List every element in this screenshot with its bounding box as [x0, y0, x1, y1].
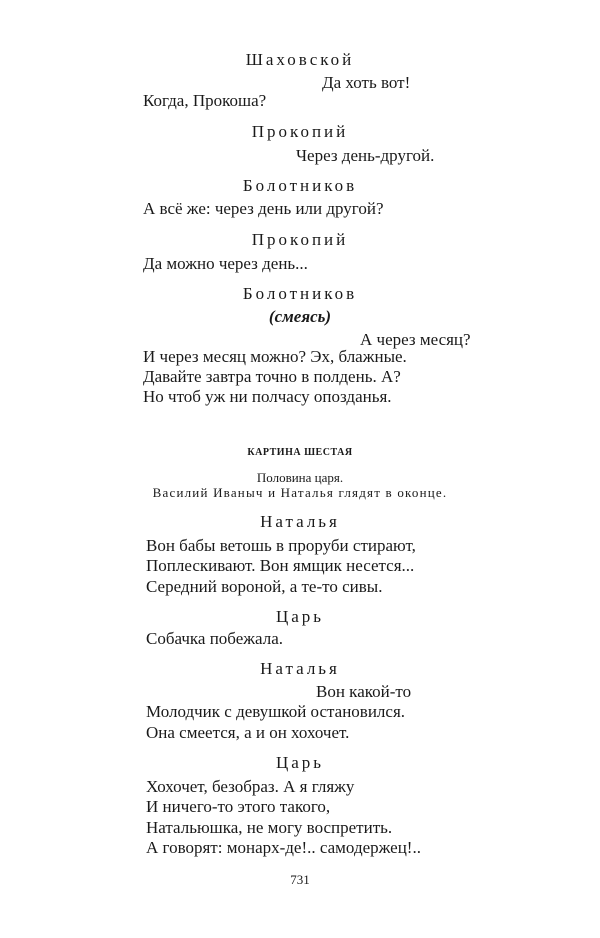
verse-line: Давайте завтра точно в полдень. А?	[143, 367, 401, 386]
speaker-name: Шаховской	[245, 50, 355, 69]
verse-line: Натальюшка, не могу воспретить.	[146, 818, 393, 837]
verse-line: Да хоть вот!	[322, 73, 411, 92]
speaker-name: Болотников	[242, 284, 358, 303]
verse-line: Собачка побежала.	[146, 629, 283, 648]
page-number: 731	[290, 872, 310, 887]
verse-line: А всё же: через день или другой?	[143, 199, 384, 218]
verse-line: Хохочет, безобраз. А я гляжу	[146, 777, 355, 796]
verse-line: Она смеется, а и он хохочет.	[146, 723, 350, 742]
stage-direction: (смеясь)	[268, 307, 332, 326]
speaker-name: Царь	[275, 607, 325, 626]
verse-line: Молодчик с девушкой остановился.	[146, 702, 406, 721]
verse-line: И через месяц можно? Эх, блажные.	[143, 347, 407, 366]
speaker-name: Царь	[275, 753, 325, 772]
verse-line: Да можно через день...	[143, 254, 308, 273]
setting-line: Половина царя.	[256, 470, 344, 485]
verse-line: Середний вороной, а те-то сивы.	[146, 577, 383, 596]
setting-line: Василий Иваныч и Наталья глядят в оконце.	[152, 485, 448, 500]
speaker-name: Наталья	[260, 512, 340, 531]
verse-line: Через день-другой.	[296, 146, 435, 165]
speaker-name: Прокопий	[251, 122, 349, 141]
verse-line: А через месяц?	[360, 330, 471, 349]
speaker-name: Болотников	[242, 176, 358, 195]
verse-line: Но чтоб уж ни полчасу опозданья.	[143, 387, 392, 406]
verse-line: Когда, Прокоша?	[143, 91, 267, 110]
verse-line: Вон какой-то	[316, 682, 412, 701]
verse-line: Поплескивают. Вон ямщик несется...	[146, 556, 415, 575]
speaker-name: Наталья	[260, 659, 340, 678]
scene-title: КАРТИНА ШЕСТАЯ	[247, 447, 353, 458]
speaker-name: Прокопий	[251, 230, 349, 249]
verse-line: А говорят: монарх-де!.. самодержец!..	[146, 838, 421, 857]
verse-line: Вон бабы ветошь в проруби стирают,	[146, 536, 416, 555]
verse-line: И ничего-то этого такого,	[146, 797, 331, 816]
